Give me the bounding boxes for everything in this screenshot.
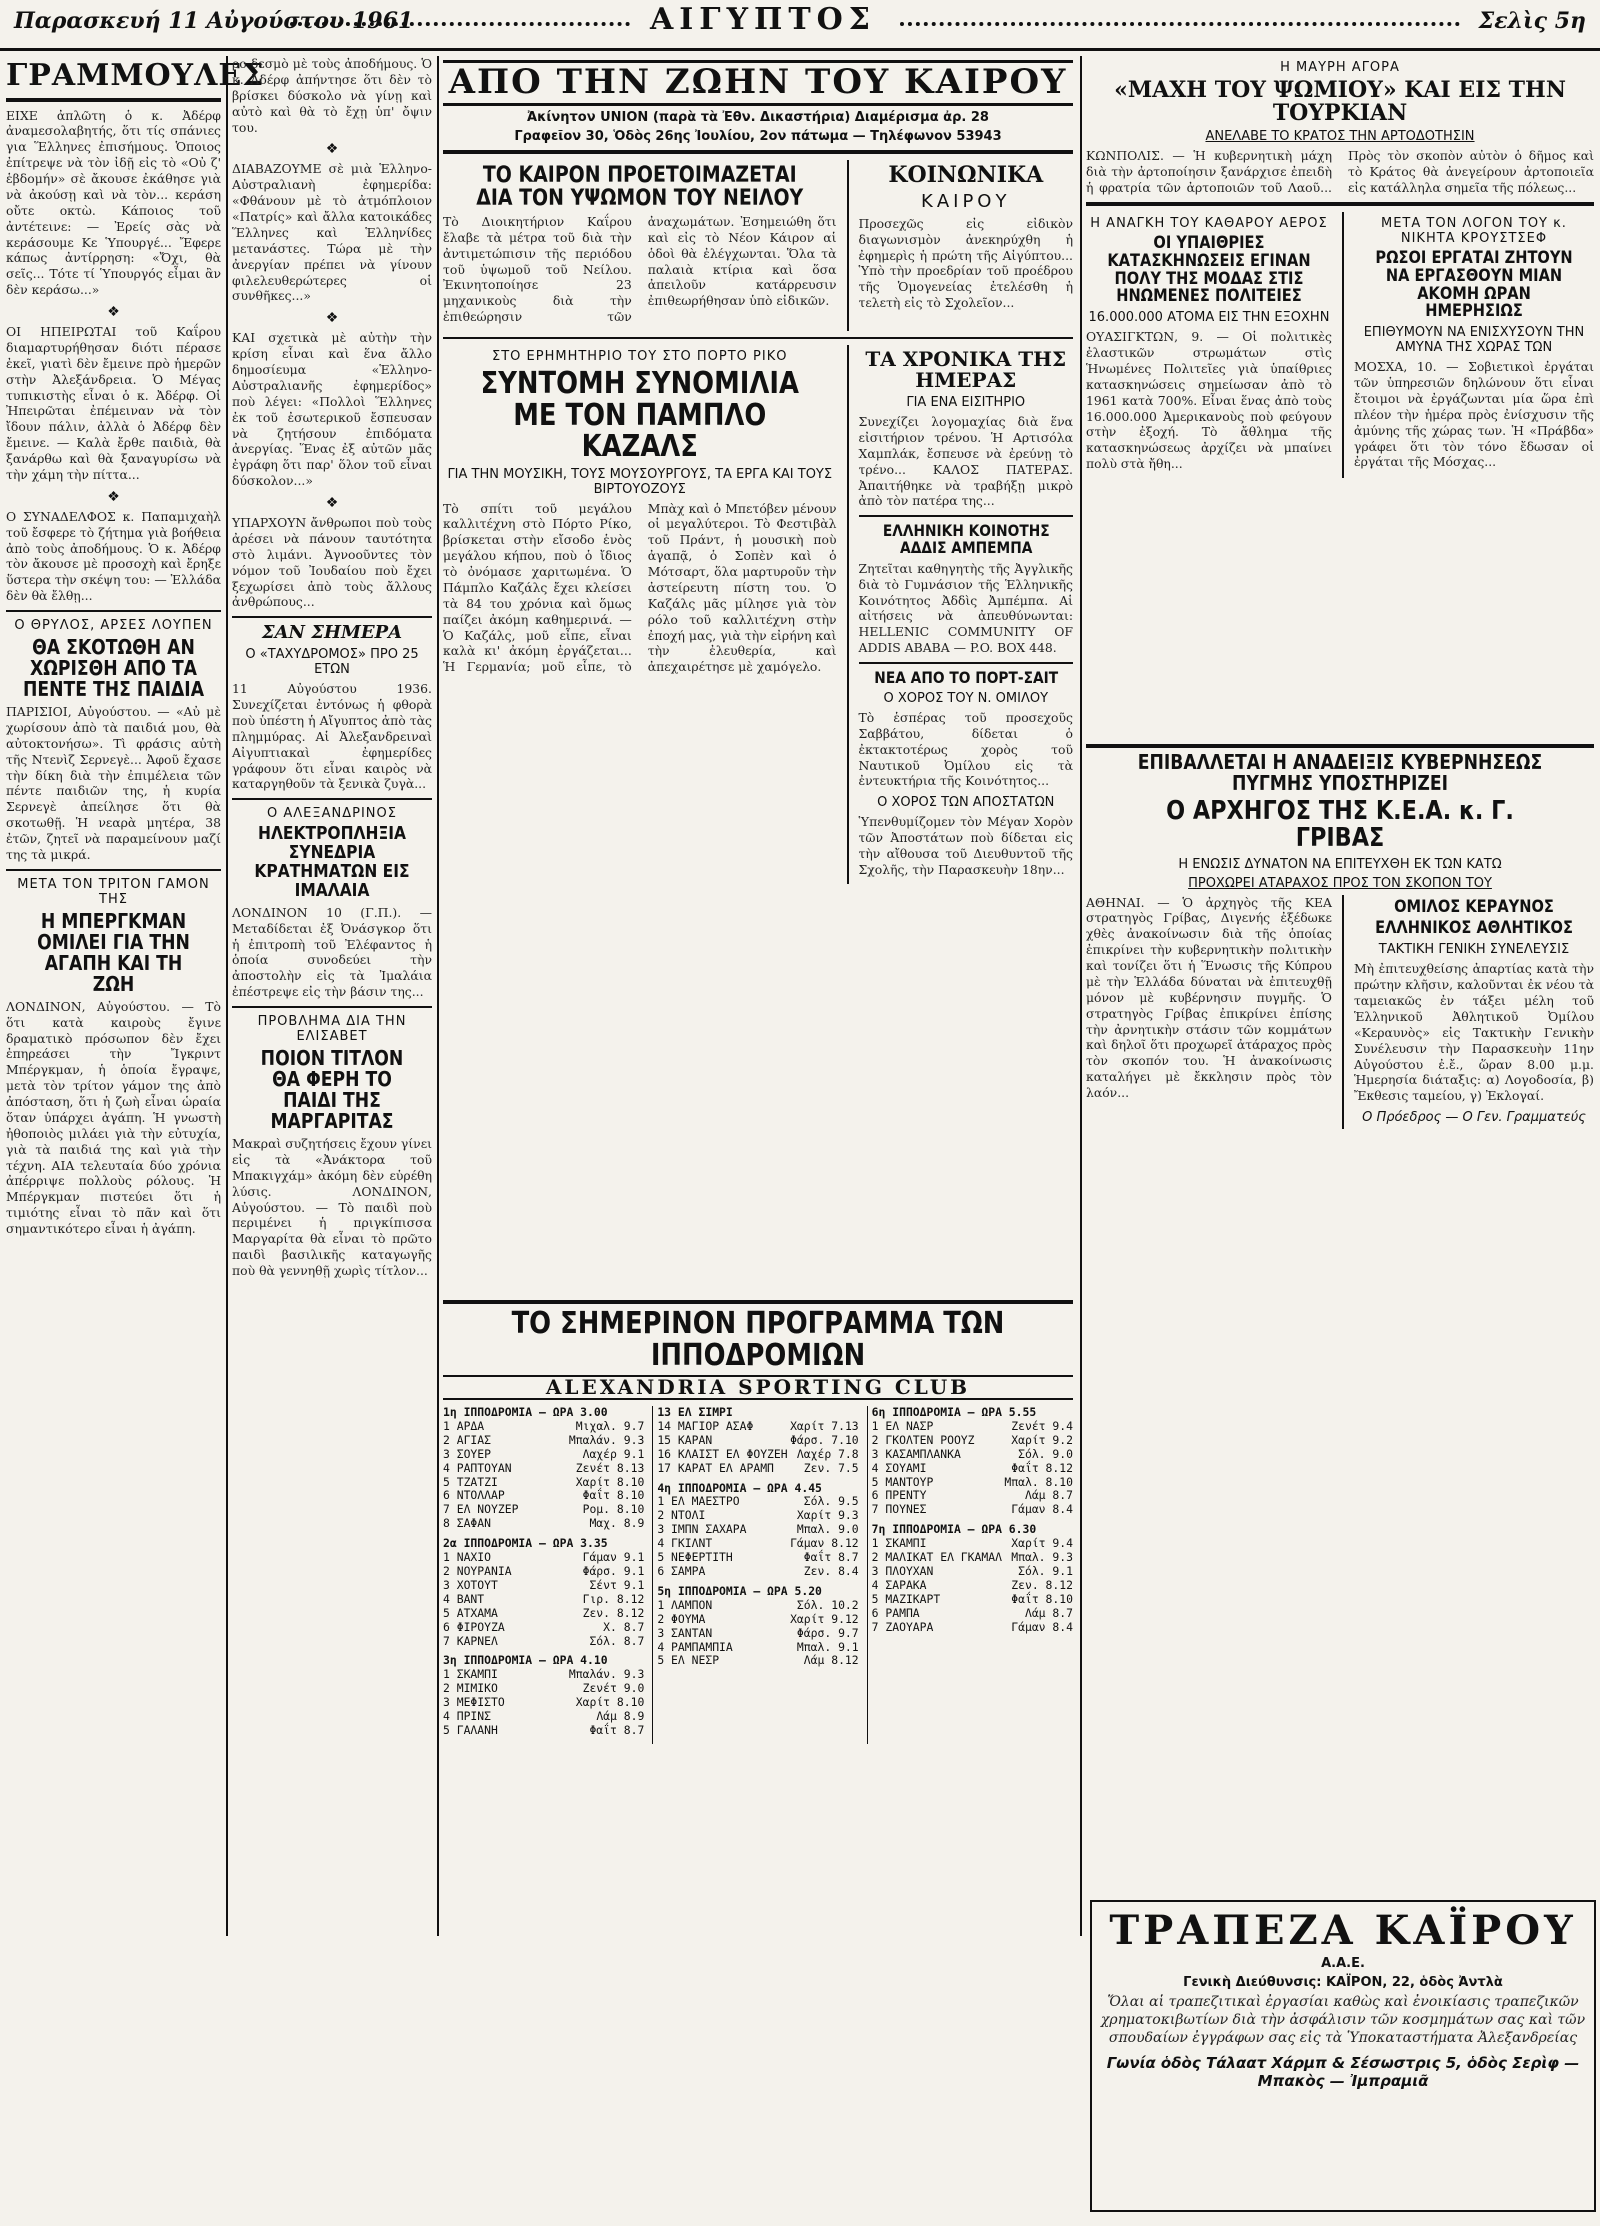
divider: [232, 616, 432, 618]
horse-name: 3 ΚΑΣΑΜΠΛΑΝΚΑ: [871, 1446, 961, 1461]
jockey-weight: Γάμαν 8.4: [1011, 1619, 1073, 1634]
article-subhead: ΕΠΙΘΥΜΟΥΝ ΝΑ ΕΝΙΣΧΥΣΟΥΝ ΤΗΝ ΑΜΥΝΑ ΤΗΣ ΧΩΡΑΣ ΤΩΝ: [1363, 325, 1585, 356]
race-entry: [872, 1448, 1073, 1462]
horse-name: 14 ΜΑΓΙΟΡ ΑΣΑΦ: [657, 1418, 754, 1433]
jockey-weight: Γάμαν 8.12: [790, 1536, 859, 1551]
jockey-weight: Ζενέτ 8.13: [575, 1460, 645, 1475]
race-entry: [872, 1434, 1073, 1448]
race-entry: [443, 1593, 644, 1607]
jockey-weight: Λαχέρ 7.8: [796, 1446, 859, 1461]
article-kicker: Ο ΘΡΥΛΟΣ, ΑΡΣΕΣ ΛΟΥΠΕΝ: [14, 618, 213, 633]
race-entry: [657, 1448, 858, 1462]
race-entry: [657, 1537, 858, 1551]
horse-name: 7 ΕΛ ΝΟΥΖΕΡ: [443, 1502, 519, 1517]
race-entry: [872, 1489, 1073, 1503]
column-4: [1086, 56, 1594, 736]
divider: [232, 798, 432, 800]
world-row: [1086, 212, 1594, 478]
horse-name: 6 ΝΤΟΛΛΑΡ: [443, 1488, 505, 1503]
race-entry: [872, 1503, 1073, 1517]
race-entry: [443, 1724, 644, 1738]
camping-article: [1086, 212, 1332, 478]
race-columns: [443, 1406, 1073, 1744]
horse-name: 1 ΕΛ ΝΑΣΡ: [871, 1418, 934, 1433]
cairo-section: [443, 56, 1073, 1291]
horse-name: 1 ΝΑΧΙΟ: [443, 1550, 492, 1565]
article-kicker: ΣΑΝ ΣΗΜΕΡΑ: [261, 622, 403, 644]
jockey-weight: Χαρίτ 9.4: [1011, 1536, 1073, 1551]
column-rule: [847, 345, 849, 884]
race-entry: [657, 1641, 858, 1655]
jockey-weight: Λάμ 8.7: [1024, 1488, 1073, 1503]
race-entry: [443, 1710, 644, 1724]
horse-name: 3 ΙΜΠΝ ΣΑΧΑΡΑ: [657, 1522, 747, 1537]
race-entry: [443, 1434, 644, 1448]
jockey-weight: Ζεν. 8.12: [1011, 1577, 1073, 1592]
horse-name: 5 ΓΑΛΑΝΗ: [443, 1722, 498, 1737]
page-number: Σελὶς 5η: [1478, 8, 1586, 34]
jockey-weight: Σόλ. 9.5: [803, 1494, 859, 1509]
article-body: ΛΟΝΔΙΝΟΝ 10 (Γ.Π.). — Μεταδίδεται ἐξ Ὀνάσγκορ ὅτι ἡ ἐπιτροπὴ τοῦ Ἐλέφαντος ἡ ὁποία συνοδεύει τὴν ἀποστολὴν εἰς τὰ Ἰμαλάια ἐπέστρεψε εἰς τὴν βάσιν της...: [232, 904, 432, 1000]
horse-name: 2 ΜΙΜΙΚΟ: [443, 1681, 498, 1696]
jockey-weight: Γιρ. 8.12: [582, 1591, 645, 1606]
article-body: 11 Αὐγούστου 1936. Συνεχίζεται ἐντόνως ἡ φθορὰ ποὺ ὑπέστη ἡ Αἴγυπτος ἀπὸ τὰς πλημμύρας. Αἱ Ἀλεξανδρειναὶ Αἰγυπτιακαὶ ἐφημερίδες γράφουν ὅτι εἶναι καιρὸς νὰ καταργηθοῦν τὰ ξενικὰ ζυγὰ...: [232, 681, 432, 792]
bank-type: Α.Α.Ε.: [1321, 1956, 1365, 1971]
column-rule: [437, 56, 439, 1936]
horse-name: 5 ΑΤΧΑΜΑ: [443, 1605, 498, 1620]
race-entry: [443, 1579, 644, 1593]
race-entry: [443, 1420, 644, 1434]
jockey-weight: Χαρίτ 8.10: [575, 1695, 645, 1710]
article-body: ΜΟΣΧΑ, 10. — Σοβιετικοὶ ἐργάται τῶν ὑπηρεσιῶν δηλώνουν ὅτι εἶναι ἔτοιμοι νὰ ἐργάζωνται μία ὥρα ἐπὶ πλέον τὴν ἡμέρα πρὸς ἐνίσχυσιν τῆς ἀμύνης τῆς χώρας των. Ἡ «Πράβδα» γράφει ὅτι τὸν τόνο ἔδωσαν οἱ ἐργάται τῆς Μόσχας...: [1353, 359, 1594, 470]
race-heading: 7η ΙΠΠΟΔΡΟΜΙΑ — ΩΡΑ 6.30: [871, 1522, 1037, 1537]
horse-name: 4 ΓΚΙΛΝΤ: [657, 1536, 713, 1551]
race-entry: [657, 1627, 858, 1641]
jockey-weight: Φαΐτ 8.7: [589, 1722, 645, 1737]
masthead-bar: [0, 0, 1600, 51]
horse-name: 1 ΑΡΔΑ: [443, 1418, 485, 1433]
article-headline: ΟΙ ΥΠΑΙΘΡΙΕΣ ΚΑΤΑΣΚΗΝΩΣΕΙΣ ΕΓΙΝΑΝ ΠΟΛΥ ΤΗΣ ΜΟΔΑΣ ΣΤΙΣ ΗΝΩΜΕΝΕΣ ΠΟΛΙΤΕΙΕΣ: [1107, 232, 1311, 307]
article-kicker: ΕΠΙΒΑΛΛΕΤΑΙ Η ΑΝΑΔΕΙΞΙΣ ΚΥΒΕΡΝΗΣΕΩΣ ΠΥΓΜΗΣ ΥΠΟΣΤΗΡΙΖΕΙ: [1137, 750, 1543, 795]
jockey-weight: Φαΐτ 8.10: [582, 1488, 645, 1503]
jockey-weight: Χ. 8.7: [603, 1619, 645, 1634]
article-headline: ΣΥΝΤΟΜΗ ΣΥΝΟΜΙΛΙΑ ΜΕ ΤΟΝ ΠΑΜΠΛΟ ΚΑΖΑΛΣ: [480, 366, 799, 464]
article-kicker: ΟΜΙΛΟΣ ΚΕΡΑΥΝΟΣ: [1394, 896, 1554, 917]
race-entry: [443, 1621, 644, 1635]
jockey-weight: Φάρσ. 7.10: [790, 1432, 859, 1447]
race-entry: [872, 1420, 1073, 1434]
horse-name: 1 ΕΛ ΜΑΕΣΤΡΟ: [657, 1494, 740, 1509]
article-subhead: ΓΙΑ ΤΗΝ ΜΟΥΣΙΚΗ, ΤΟΥΣ ΜΟΥΣΟΥΡΓΟΥΣ, ΤΑ ΕΡΓΑ ΚΑΙ ΤΟΥΣ ΒΙΡΤΟΥΟΖΟΥΣ: [447, 466, 833, 497]
race-entry: [872, 1476, 1073, 1490]
horse-name: 4 ΡΑΜΠΑΜΠΙΑ: [657, 1639, 733, 1654]
divider: [859, 662, 1073, 664]
article-body: ΛΟΝΔΙΝΟΝ, Αὐγούστου. — Τὸ ὅτι κατὰ καιροὺς ἔγινε δραματικὸ πρόσωπον δὲν ἔχει ἐπηρεάσει τὴν Ἴγκριντ Μπέργκμαν, ἡ ὁποία ἔγραψε, μετὰ τὸν τρίτον γάμον της ἀπὸ ἀπόσταση, ὅτι ἡ ζωὴ εἶναι ὡραία ὅταν ὑπάρχει ἀγάπη. Ἡ γνωστὴ ἠθοποιὸς μιλάει γιὰ τὴν εὐτυχία, γιὰ τὰ παιδιά της καὶ γιὰ τὴν τέχνη. ΑΙΑ τελευταία δύο χρόνια ἀπέρριψε πολλοὺς ρόλους. Ἡ Μπέργκμαν πιστεύει ὅτι ἡ τιμιότης εἶναι τὸ πᾶν καὶ ὅτι σημαντικότερο εἶναι ἡ ἀγάπη.: [6, 998, 221, 1236]
rule-dots-right: [900, 22, 1460, 32]
race-entry: [443, 1517, 644, 1531]
jockey-weight: Μπαλ. 9.0: [796, 1522, 859, 1537]
article-headline: ΡΩΣΟΙ ΕΡΓΑΤΑΙ ΖΗΤΟΥΝ ΝΑ ΕΡΓΑΣΘΟΥΝ ΜΙΑΝ ΑΚΟΜΗ ΩΡΑΝ ΗΜΕΡΗΣΙΩΣ: [1375, 247, 1573, 322]
race-entry: [443, 1489, 644, 1503]
jockey-weight: Σόλ. 10.2: [796, 1597, 859, 1612]
horse-name: 15 ΚΑΡΑΝ: [657, 1432, 713, 1447]
jockey-weight: Μπαλ. 9.3: [1011, 1550, 1073, 1565]
race-entry: [657, 1613, 858, 1627]
race-heading: 6η ΙΠΠΟΔΡΟΜΙΑ — ΩΡΑ 5.55: [871, 1405, 1037, 1419]
race-heading: 2α ΙΠΠΟΔΡΟΜΙΑ — ΩΡΑ 3.35: [443, 1536, 608, 1551]
races-section: [443, 1300, 1073, 2144]
article-body: ΚΩΝΠΟΛΙΣ. — Ἡ κυβερνητικὴ μάχη διὰ τὴν ἀρτοποίησιν ξανάρχισε ἐπειδὴ ἡ φρατρία τῶν ἀρτοποιῶν τοῦ Λαοῦ... Πρὸς τὸν σκοπὸν αὐτὸν ὁ δῆμος καὶ τὸ Κράτος θὰ ἀνεγείρουν ἀρτοποιεῖα εἰς κατάλληλα σημεῖα τῆς πόλεως...: [1086, 148, 1594, 195]
divider: [6, 610, 221, 612]
race-heading: 4η ΙΠΠΟΔΡΟΜΙΑ — ΩΡΑ 4.45: [657, 1480, 822, 1495]
horse-name: 7 ΚΑΡΝΕΛ: [443, 1633, 498, 1648]
jockey-weight: Φαΐτ 8.12: [1011, 1460, 1073, 1475]
article-body: ΠΑΡΙΣΙΟΙ, Αὐγούστου. — «Αὐ μὲ χωρίσουν ἀπὸ τὰ παιδιά μου, θὰ αὐτοκτονήσω». Τὶ φράσις αὐτὴ τῆς Ντενὶζ Σερνεγὲ... Ἀφοῦ ἔχασε τὴν δίκη διὰ τὴν ἐπιμέλεια τῶν πέντε παιδιῶν της, ἡ κυρία Σερνεγὲ ἀπείλησε ὅτι θὰ σκοτωθῇ. Ἡ νεαρὰ μητέρα, 38 ἐτῶν, ζητεῖ νὰ παραμείνουν μαζί της τὰ μικρά.: [6, 704, 221, 862]
jockey-weight: Μαχ. 8.9: [589, 1516, 645, 1531]
jockey-weight: Σόλ. 9.0: [1018, 1446, 1073, 1461]
jockey-weight: Χαρίτ 9.12: [790, 1611, 859, 1626]
article-headline: Ο ΑΡΧΗΓΟΣ ΤΗΣ Κ.Ε.Α. κ. Γ. ΓΡΙΒΑΣ: [1166, 796, 1514, 854]
jockey-weight: Σόλ. 8.7: [589, 1633, 645, 1648]
article-paragraph: ΥΠΑΡΧΟΥΝ ἄνθρωποι ποὺ τοὺς ἀρέσει νὰ πάνουν ταυτότητα στὸ λιμάνι. Ἀγνοοῦντες τὸν νόμον τοῦ Ἰουδαίου ποὺ ἔχει ξεχωρίσει ἀπὸ τοὺς ἄλλους ἀνθρώπους...: [232, 515, 432, 610]
cairo-top-row: [443, 160, 1073, 331]
article-paragraph: ΚΑΙ σχετικὰ μὲ αὐτὴν τὴν κρίση εἶναι καὶ ἕνα ἄλλο δημοσίευμα «Ἑλληνο-Αὐστραλιανῆς ἐφημερίδος» ποὺ λέγει: «Πολλοὶ Ἕλληνες ἐκ τοῦ ἐσωτερικοῦ ἔσπευσαν νὰ ζητήσουν ἐπιδόματα ἀνεργίας. Ἕνας ἐξ αὐτῶν μᾶς ἐγράφη ὅτι παρ' ὅλον τοῦ εἶναι δύσκολον...»: [232, 330, 432, 489]
jockey-weight: Ζενέτ 9.4: [1011, 1418, 1073, 1433]
jockey-weight: Χαρίτ 9.2: [1011, 1432, 1073, 1447]
column-rule: [847, 160, 849, 331]
race-column-1: [443, 1406, 644, 1744]
article-subhead: Ο ΧΟΡΟΣ ΤΟΥ Ν. ΟΜΙΛΟΥ: [883, 690, 1049, 706]
article-kicker: ΜΕΤΑ ΤΟΝ ΤΡΙΤΟΝ ΓΑΜΟΝ ΤΗΣ: [17, 876, 210, 907]
divider: [859, 515, 1073, 517]
divider: [6, 98, 221, 102]
horse-name: 6 ΦΙΡΟΥΖΑ: [443, 1619, 505, 1634]
bank-hq: Γενικὴ Διεύθυνσις: ΚΑΪΡΟΝ, 22, ὁδὸς Ἀντλὰ: [1183, 1975, 1503, 1990]
race-entry: [872, 1565, 1073, 1579]
race-entry: [443, 1696, 644, 1710]
bank-name: ΤΡΑΠΕΖΑ ΚΑΪΡΟΥ: [1109, 1907, 1577, 1954]
horse-name: 8 ΣΑΦΑΝ: [443, 1516, 492, 1531]
ornament-icon: ❖: [107, 304, 120, 320]
club-name: ALEXANDRIA SPORTING CLUB: [443, 1375, 1073, 1400]
chronicle-column: [859, 345, 1073, 884]
race-entry: [657, 1462, 858, 1476]
article-headline: ΕΛΛΗΝΙΚΗ ΚΟΙΝΟΤΗΣ ΑΔΔΙΣ ΑΜΠΕΜΠΑ: [882, 521, 1050, 558]
horse-name: 5 ΜΑΝΤΟΥΡ: [871, 1474, 934, 1489]
article-kicker: ΠΡΟΒΛΗΜΑ ΔΙΑ ΤΗΝ ΕΛΙΣΑΒΕΤ: [257, 1014, 407, 1045]
race-heading: 1η ΙΠΠΟΔΡΟΜΙΑ — ΩΡΑ 3.00: [443, 1405, 608, 1419]
horse-name: 3 ΠΛΟΥΧΑΝ: [871, 1563, 934, 1578]
article-subhead: ΠΡΟΧΩΡΕΙ ΑΤΑΡΑΧΟΣ ΠΡΟΣ ΤΟΝ ΣΚΟΠΟΝ ΤΟΥ: [1188, 875, 1492, 891]
horse-name: 2 ΝΤΟΛΙ: [657, 1508, 706, 1523]
article-headline: ΗΛΕΚΤΡΟΠΛΗΞΙΑ ΣΥΝΕΔΡΙΑ ΚΡΑΤΗΜΑΤΩΝ ΕΙΣ ΙΜΑΛΑΙΑ: [254, 823, 410, 901]
divider: [443, 150, 1073, 154]
article-body: Ὑπενθυμίζομεν τὸν Μέγαν Χορὸν τῶν Ἀποστάτων ποὺ δίδεται εἰς τὴν αἴθουσα τοῦ Διευθυντοῦ τῆς Σχολῆς, τὴν Παρασκευὴν 18ην...: [858, 814, 1073, 877]
article-paragraph: Ο ΣΥΝΑΔΕΛΦΟΣ κ. Παπαμιχαὴλ τοῦ ἔσφερε τὸ ζήτημα γιὰ βοήθεια ἀπὸ τοὺς ἀποδήμους. Ὁ κ. Ἀδέρφ τὸν ἄκουσε μὲ προσοχὴ καὶ ἔρηξε ὕστερα τὴν σκέψη του: — Ἑλλάδα δὲν θὰ ἔλθῃ...: [6, 508, 221, 604]
jockey-weight: Λάμ 8.7: [1024, 1605, 1073, 1620]
horse-name: 4 ΠΡΙΝΣ: [443, 1709, 492, 1724]
race-heading: 13 ΕΛ ΣΙΜΡΙ: [657, 1405, 733, 1419]
article-paragraph: ΕΙΧΕ ἀπλῶτη ὁ κ. Ἀδέρφ ἀναμεσολαβητής, ὅτι τίς σπάνιες για Ἕλληνες ἐπισήμους. Ὁποιος ἐπίτρεψε νὰ τὸν ἰδῇ εἰς τὸ «Οὐ ζ' ἑβδομήν» σὲ ἄκουσε ἐκάθησε γιὰ νὰ ἀκούσῃ καὶ νὰ τὸν... κεράση οὔτε οκτὼ. Κάποιος τοῦ ἀντέτεινε: — Ἐρείς σὰς νὰ κεράσουμε Κε Ὑπουργέ... Ἔφερε κάπως ἀντίρρηση: «Ὄχι, θὰ σεῖς... Τότε τί Ὑπουργός εἶμαι ἂν δὲν κεράσω...»: [6, 107, 221, 298]
jockey-weight: Χαρίτ 7.13: [790, 1418, 859, 1433]
jockey-weight: Χαρίτ 9.3: [796, 1508, 859, 1523]
race-column-2: [652, 1406, 858, 1744]
race-entry: [657, 1654, 858, 1668]
race-column-3: [867, 1406, 1073, 1744]
jockey-weight: Λάμ 8.12: [803, 1653, 859, 1668]
jockey-weight: Μιχαλ. 9.7: [575, 1418, 645, 1433]
column-rule: [1342, 212, 1344, 478]
jockey-weight: Γάμαν 9.1: [582, 1550, 645, 1565]
bank-branches: Γωνία ὁδὸς Τάλαατ Χάρμπ & Σέσωστρις 5, ὁδὸς Σερὶφ — Μπακὸς — Ἰμπραμιᾶ: [1106, 2053, 1580, 2090]
horse-name: 3 ΜΕΦΙΣΤΟ: [443, 1695, 505, 1710]
keraunos-notice: [1354, 895, 1594, 1130]
horse-name: 5 ΤΖΑΤΖΙ: [443, 1474, 498, 1489]
horse-name: 16 ΚΛΑΙΣΤ ΕΛ ΦΟΥΖΕΗ: [657, 1446, 788, 1461]
spacer: [443, 1738, 644, 1744]
article-kicker: ΜΕΤΑ ΤΟΝ ΛΟΓΟΝ ΤΟΥ κ. ΝΙΚΗΤΑ ΚΡΟΥΣΤΣΕΦ: [1381, 215, 1567, 246]
race-entry: [657, 1495, 858, 1509]
article-headline: ΕΛΛΗΝΙΚΟΣ ΑΘΛΗΤΙΚΟΣ: [1375, 918, 1573, 939]
jockey-weight: Γάμαν 8.4: [1011, 1502, 1073, 1517]
article-kicker: Ο ΑΛΕΞΑΝΔΡΙΝΟΣ: [267, 806, 397, 822]
race-entry: [443, 1635, 644, 1649]
horse-name: 1 ΣΚΑΜΠΙ: [443, 1667, 498, 1682]
race-entry: [443, 1668, 644, 1682]
horse-name: 4 ΣΑΡΑΚΑ: [871, 1577, 927, 1592]
casals-article: [443, 345, 837, 884]
horse-name: 4 ΡΑΠΤΟΥΑΝ: [443, 1460, 512, 1475]
race-entry: [872, 1621, 1073, 1635]
jockey-weight: Ζεν. 8.12: [582, 1605, 645, 1620]
newspaper-name: ΑΙΓΥΠΤΟΣ: [650, 2, 877, 37]
article-headline: Η ΜΠΕΡΓΚΜΑΝ ΟΜΙΛΕΙ ΓΙΑ ΤΗΝ ΑΓΑΠΗ ΚΑΙ ΤΗ ΖΩΗ: [37, 908, 190, 996]
ornament-icon: ❖: [325, 310, 339, 327]
rule-dots-left: [290, 22, 630, 32]
race-entry: [443, 1448, 644, 1462]
horse-name: 17 ΚΑΡΑΤ ΕΛ ΑΡΑΜΠ: [657, 1460, 774, 1475]
office-address: Ἀκίνητον UNION (παρὰ τὰ Ἐθν. Δικαστήρια) Διαμέρισμα ἀρ. 28: [527, 109, 989, 125]
race-entry: [657, 1565, 858, 1579]
horse-name: 5 ΝΕΦΕΡΤΙΤΗ: [657, 1550, 733, 1565]
column-rule: [1342, 895, 1344, 1130]
horse-name: 3 ΧΟΤΟΥΤ: [443, 1577, 498, 1592]
issue-date: Παρασκευή 11 Αὐγούστου 1961: [14, 8, 414, 34]
jockey-weight: Μπαλάν. 9.3: [568, 1667, 645, 1682]
article-paragraph: ΟΙ ΗΠΕΙΡΩΤΑΙ τοῦ Καΐρου διαμαρτυρήθησαν διότι πέρασε ἐκεῖ, γιατὶ δὲν ἔμεινε πρὸ ἡμερῶν στὴν Ἀλεξάνδρεια. Ὁ Μέγας τυπικιστὴς εἶναι ὁ κ. Ἀδέρφ. Οἱ Ἠπειρῶται ἐπέμειναν νὰ τὸν ἴδουν πάλιν, ἀλλὰ ὁ Ἀδέρφ δὲν ἔμεινε. — Καλὰ ἔρθε παιδιὰ, θὰ ξανάρθω καὶ θὰ ξαναγυρίσω νὰ τὴν χάμη τὴν πίττα...: [6, 324, 221, 482]
grivas-row: [1086, 895, 1594, 1130]
article-body: Συνεχίζει λογομαχίας διὰ ἕνα εἰσιτήριον τρένου. Ἡ Αρτισόλα Χαμπλάκ, ἔσπευσε νὰ ἐρεύνῃ τὸ τρένο... ΚΑΛΟΣ ΠΑΤΕΡΑΣ. Ἀπαιτήθηκε νὰ τραβήξῃ μικρὸ ἀπὸ τὸν πατέρα της...: [858, 414, 1073, 509]
article-kicker: Η ΜΑΥΡΗ ΑΓΟΡΑ: [1280, 60, 1400, 75]
horse-name: 2 ΝΟΥΡΑΝΙΑ: [443, 1563, 512, 1578]
jockey-weight: Λάμ 8.9: [596, 1709, 645, 1724]
article-subhead: ΑΝΕΛΑΒΕ ΤΟ ΚΡΑΤΟΣ ΤΗΝ ΑΡΤΟΔΟΤΗΣΙΝ: [1205, 129, 1475, 145]
article-headline: ΤΑ ΧΡΟΝΙΚΑ ΤΗΣ ΗΜΕΡΑΣ: [865, 347, 1067, 392]
article-body: Τὸ σπίτι τοῦ μεγάλου καλλιτέχνη στὸ Πόρτο Ρίκο, βρίσκεται στὴν εἴσοδο ἑνὸς μεγάλου κήπου, ποὺ ὁ ἴδιος τὸ ὀνόμασε χαριτωμένα. Ὁ Πάμπλο Καζάλς ἔχει κλείσει τὰ 84 του χρόνια καὶ ὅμως παίζει ἀκόμη καθημερινά. — Ὁ Καζάλς, μοῦ εἶπε, εἶναι καλὰ κι' ἀκόμη ἐργάζεται... Ἡ Γερμανία; μοῦ εἶπε, τὸ Μπὰχ καὶ ὁ Μπετόβεν μένουν οἱ μεγαλύτεροι. Τὸ Φεστιβὰλ τοῦ Πράντ, ἡ μουσικὴ ποὺ ἀγαπᾷ, ὁ Σοπὲν καὶ ὁ Μότσαρτ, ὅλα μαρτυροῦν τὴν ἀστείρευτη πίστη του. Ὁ Καζάλς μᾶς μίλησε γιὰ τὸν ρόλο τοῦ καλλιτέχνη στὴν ἐποχή μας, γιὰ τὴν εἰρήνη καὶ τὴν ἐλευθερία, καὶ ἀπεχαιρέτησε μὲ χαμόγελο.: [443, 500, 837, 675]
race-entry: [443, 1607, 644, 1621]
divider: [443, 337, 1073, 339]
article-headline: ΝΕΑ ΑΠΟ ΤΟ ΠΟΡΤ-ΣΑΙΤ: [873, 668, 1058, 688]
jockey-weight: Φαΐτ 8.7: [803, 1550, 859, 1565]
race-heading: 5η ΙΠΠΟΔΡΟΜΙΑ — ΩΡΑ 5.20: [657, 1583, 822, 1598]
horse-name: 5 ΜΑΖΙΚΑΡΤ: [871, 1591, 941, 1606]
race-entry: [657, 1551, 858, 1565]
article-headline: ΘΑ ΣΚΟΤΩΘΗ ΑΝ ΧΩΡΙΣΘΗ ΑΠΟ ΤΑ ΠΕΝΤΕ ΤΗΣ ΠΑΙΔΙΑ: [22, 635, 205, 701]
jockey-weight: Μπαλ. 8.10: [1004, 1474, 1073, 1489]
divider: [6, 869, 221, 871]
jockey-weight: Σόλ. 9.1: [1018, 1563, 1073, 1578]
jockey-weight: Φάρσ. 9.7: [796, 1625, 859, 1640]
cairo-bottom-row: [443, 345, 1073, 884]
race-entry: [872, 1593, 1073, 1607]
article-subhead: ΓΙΑ ΕΝΑ ΕΙΣΙΤΗΡΙΟ: [906, 395, 1026, 410]
jockey-weight: Χαρίτ 8.10: [575, 1474, 645, 1489]
bank-advert: [1090, 1900, 1596, 2212]
spacer: [872, 1635, 1073, 1641]
divider: [232, 1006, 432, 1008]
race-entry: [872, 1462, 1073, 1476]
horse-name: 7 ΠΟΥΝΕΣ: [871, 1502, 927, 1517]
ornament-icon: ❖: [325, 141, 339, 158]
article-kicker: Η ΑΝΑΓΚΗ ΤΟΥ ΚΑΘΑΡΟΥ ΑΕΡΟΣ: [1090, 215, 1328, 231]
jockey-weight: Σέντ 9.1: [589, 1577, 645, 1592]
race-entry: [443, 1565, 644, 1579]
race-entry: [657, 1509, 858, 1523]
race-entry: [443, 1682, 644, 1696]
koinonika-subtitle: ΚΑΙΡΟΥ: [921, 190, 1011, 212]
article-body: Τὸ Διοικητήριον Καΐρου ἔλαβε τὰ μέτρα τοῦ διὰ τὴν ἀντιμετώπισιν τῆς περιόδου τοῦ ὑψωμοῦ τοῦ Νείλου. Ἐκινητοποίησε 23 μηχανικοὺς διὰ τὴν ἐπιθεώρησιν τῶν ἀναχωμάτων. Ἐσημειώθη ὅτι καὶ εἰς τὸ Νέον Κάιρον αἱ ὁδοὶ θὰ ἐλέγχωνται. Ὅλα τὰ παλαιὰ κτίρια καὶ ὅσα ἀπειλοῦν κατάρρευσιν ἐπιθεωρήθησαν ὑπὸ εἰδικῶν.: [443, 213, 837, 325]
horse-name: 3 ΣΑΝΤΑΝ: [657, 1625, 713, 1640]
article-body: Ζητεῖται καθηγητὴς τῆς Ἀγγλικῆς διὰ τὸ Γυμνάσιον τῆς Ἑλληνικῆς Κοινότητος Ἀδδὶς Ἀμπέμπα. Αἱ αἰτήσεις νὰ ἀπευθύνωνται: HELLENIC COMMUNITY OF ADDIS ABABA — P.O. BOX 448.: [858, 560, 1073, 656]
article-body: Τὸ ἑσπέρας τοῦ προσεχοῦς Σαββάτου, δίδεται ὁ ἐκτακτοτέρως χορὸς τοῦ Ναυτικοῦ Ὀμίλου εἰς τὰ ἐντευκτήρια τῆς Κοινότητος...: [858, 709, 1073, 789]
jockey-weight: Φάρσ. 9.1: [582, 1563, 645, 1578]
article-subhead: Ο «ΤΑΧΥΔΡΟΜΟΣ» ΠΡΟ 25 ΕΤΩΝ: [245, 647, 419, 678]
horse-name: 1 ΛΑΜΠΟΝ: [657, 1597, 713, 1612]
nile-article: [443, 160, 837, 331]
horse-name: 5 ΕΛ ΝΕΣΡ: [657, 1653, 720, 1668]
article-subhead: 16.000.000 ΑΤΟΜΑ ΕΙΣ ΤΗΝ ΕΞΟΧΗΝ: [1088, 310, 1330, 326]
jockey-weight: Φαΐτ 8.10: [1011, 1591, 1073, 1606]
article-body: ΟΥΑΣΙΓΚΤΩΝ, 9. — Οἱ πολιτικὲς ἐλαστικῶν στρωμάτων στὶς Ἡνωμένες Πολιτεῖες γιὰ ὑπαίθριες κατασκηνώσεις σημείωσαν ἀπὸ τὸ 1961 κατὰ 700%. Εἶναι ἕνας ἀπὸ τοὺς 16.000.000 Ἀμερικανοὺς ποὺ φεύγουν στὴν ἐξοχή. Τὸ ἄθλημα τῆς κατασκηνώσεως ἀρχίζει νὰ μπαίνει πολὺ στὰ ἤθη...: [1086, 329, 1332, 472]
race-entry: [657, 1523, 858, 1537]
horse-name: 6 ΡΑΜΠΑ: [871, 1605, 920, 1620]
horse-name: 6 ΠΡΕΝΤΥ: [871, 1488, 927, 1503]
bank-services: Ὅλαι αἱ τραπεζιτικαὶ ἐργασίαι καθὼς καὶ ἐνοικίασις τραπεζικῶν χρηματοκιβωτίων διὰ τὴν ἀσφάλισιν τῶν κοσμημάτων σας καὶ τῶν σπουδαίων ἐγγράφων σας εἰς τὰ Ὑποκαταστήματα Ἀλεξανδρείας: [1100, 1994, 1586, 2046]
column-rule: [1080, 56, 1082, 1936]
race-entry: [657, 1599, 858, 1613]
article-headline: ΤΟ ΚΑΙΡΟΝ ΠΡΟΕΤΟΙΜΑΖΕΤΑΙ ΔΙΑ ΤΟΝ ΥΨΩΜΟΝ ΤΟΥ ΝΕΙΛΟΥ: [476, 162, 804, 211]
race-entry: [443, 1551, 644, 1565]
article-kicker: ΣΤΟ ΕΡΗΜΗΤΗΡΙΟ ΤΟΥ ΣΤΟ ΠΟΡΤΟ ΡΙΚΟ: [492, 349, 788, 364]
horse-name: 4 ΒΑΝΤ: [443, 1591, 485, 1606]
cairo-section-title: ΑΠΟ ΤΗΝ ΖΩΗΝ ΤΟΥ ΚΑΙΡΟΥ: [443, 60, 1073, 106]
article-body: Μὴ ἐπιτευχθείσης ἀπαρτίας κατὰ τὴν πρώτην κλῆσιν, καλοῦνται ἐκ νέου τὰ ταμειακῶς ἐν τάξει μέλη τοῦ Ἑλληνικοῦ Ἀθλητικοῦ Ὀμίλου «Κεραυνὸς» εἰς Τακτικὴν Γενικὴν Συνέλευσιν τὴν Παρασκευὴν 11ην Αὐγούστου ἐ.ἔ., ὥραν 8.00 μ.μ. Ἡμερησία διάταξις: α) Λογοδοσία, β) Ἔκθεσις ταμείου, γ) Ἐκλογαί.: [1353, 961, 1594, 1104]
article-subhead: Η ΕΝΩΣΙΣ ΔΥΝΑΤΟΝ ΝΑ ΕΠΙΤΕΥΧΘΗ ΕΚ ΤΩΝ ΚΑΤΩ: [1178, 856, 1502, 872]
horse-name: 6 ΣΑΜΡΑ: [657, 1563, 706, 1578]
race-entry: [872, 1551, 1073, 1565]
race-entry: [443, 1462, 644, 1476]
horse-name: 7 ΖΑΟΥΑΡΑ: [871, 1619, 934, 1634]
horse-name: 2 ΦΟΥΜΑ: [657, 1611, 706, 1626]
article-body: Προσεχῶς εἰς εἰδικὸν διαγωνισμὸν ἀνεκηρύχθη ἡ ἐφημερὶς ἡ πρώτη τῆς Αἰγύπτου... Ὑπὸ τὴν προεδρίαν τοῦ προέδρου τῆς Ὁμογενείας ἐτελέσθη ἡ τελετὴ εἰς τὸ Σχολεῖον...: [858, 215, 1073, 311]
office-phone: Γραφεῖον 30, Ὁδὸς 26ης Ἰουλίου, 2ον πάτωμα — Τηλέφωνον 53943: [514, 128, 1002, 144]
horse-name: 4 ΣΟΥΑΜΙ: [871, 1460, 927, 1475]
jockey-weight: Μπαλάν. 9.3: [568, 1432, 645, 1447]
race-heading: 3η ΙΠΠΟΔΡΟΜΙΑ — ΩΡΑ 4.10: [443, 1653, 608, 1668]
column-1: [6, 56, 265, 1936]
ornament-icon: ❖: [107, 488, 120, 505]
grivas-section: [1086, 744, 1594, 1558]
article-subhead: Ο ΧΟΡΟΣ ΤΩΝ ΑΠΟΣΤΑΤΩΝ: [877, 795, 1055, 811]
soviet-article: [1354, 212, 1594, 478]
column-rule: [226, 56, 228, 1936]
jockey-weight: Λαχέρ 9.1: [582, 1446, 645, 1461]
race-entry: [872, 1537, 1073, 1551]
column-2: [232, 56, 432, 1936]
grammoules-title: ΓΡΑΜΜΟΥΛΕΣ: [6, 58, 265, 93]
ornament-icon: ❖: [325, 495, 339, 511]
article-body: ΑΘΗΝΑΙ. — Ὁ ἀρχηγὸς τῆς ΚΕΑ στρατηγὸς Γρίβας, Διγενής ἐξέδωκε χθὲς ἀνακοίνωσιν διὰ τῆς ὁποίας ἐπικρίνει τὴν κυβερνητικὴν πολιτικὴν καὶ τονίζει ὅτι ἡ Ἕνωσις τῆς Κύπρου μὲ τὴν Ἑλλάδα δύναται νὰ ἐπιτευχθῇ μόνον μὲ κυβέρνησιν πυγμῆς. Ὁ στρατηγὸς Γρίβας ἐπικρίνει ἐπίσης τὴν ἀρνητικὴν στάσιν τῶν κομμάτων καὶ δηλοῖ ὅτι προχωρεῖ ἀτάραχος πρὸς τὸν σκοπόν του. Ἡ ἀνακοίνωσις καταλήγει μὲ ἔκκλησιν πρὸς τὸν λαόν...: [1086, 894, 1332, 1101]
koinonika-title: ΚΟΙΝΩΝΙΚΑ: [888, 161, 1044, 188]
race-entry: [443, 1503, 644, 1517]
article-body: Μακραὶ συζητήσεις ἔχουν γίνει εἰς τὰ «Ἀνάκτορα τοῦ Μπακιγχάμ» ἀκόμη δὲν εὑρέθη λύσις. ΛΟΝΔΙΝΟΝ, Αὐγούστου. — Τὸ παιδὶ ποὺ περιμένει ἡ πριγκίπισσα Μαργαρίτα θὰ εἶναι τὸ πρῶτο παιδὶ βασιλικῆς καταγωγῆς ποὺ θὰ γεννηθῇ χωρὶς τίτλον...: [232, 1136, 432, 1279]
jockey-weight: Μπαλ. 9.1: [796, 1639, 859, 1654]
jockey-weight: Ζενέτ 9.0: [582, 1681, 645, 1696]
spacer: [657, 1668, 858, 1674]
signature: Ο Πρόεδρος — Ο Γεν. Γραμματεύς: [1362, 1110, 1586, 1126]
horse-name: 2 ΑΓΙΑΣ: [443, 1432, 492, 1447]
race-entry: [657, 1434, 858, 1448]
article-subhead: ΤΑΚΤΙΚΗ ΓΕΝΙΚΗ ΣΥΝΕΛΕΥΣΙΣ: [1378, 942, 1570, 958]
horse-name: 3 ΣΟΥΕΡ: [443, 1446, 492, 1461]
horse-name: 1 ΣΚΑΜΠΙ: [871, 1536, 927, 1551]
article-paragraph: ρο δεσμὸ μὲ τοὺς ἀποδήμους. Ὁ κ. Ἀδέρφ ἀπήντησε ὅτι δὲν τὸ βρίσκει δύσκολο νὰ γίνῃ καὶ αὐτὸ καὶ θὰ τὸ ἔχῃ ὑπ' ὄψιν του.: [232, 56, 432, 135]
social-column: [859, 160, 1073, 331]
divider: [1086, 202, 1594, 206]
jockey-weight: Ζεν. 7.5: [803, 1460, 859, 1475]
article-headline: ΠΟΙΟΝ ΤΙΤΛΟΝ ΘΑ ΦΕΡΗ ΤΟ ΠΑΙΔΙ ΤΗΣ ΜΑΡΓΑΡΙΤΑΣ: [260, 1046, 404, 1134]
race-entry: [872, 1579, 1073, 1593]
article-headline: «ΜΑΧΗ ΤΟΥ ΨΩΜΙΟΥ» ΚΑΙ ΕΙΣ ΤΗΝ ΤΟΥΡΚΙΑΝ: [1114, 77, 1566, 127]
jockey-weight: Ζεν. 8.4: [803, 1563, 859, 1578]
article-paragraph: ΔΙΑΒΑΖΟΥΜΕ σὲ μιὰ Ἑλληνο-Αὐστραλιανὴ ἐφημερίδα: «Φθάνουν μὲ τὸ ἀτμόπλοιον «Πατρίς» καὶ ἄλλα κατοικάδες Ἕλληνες καὶ Ἑλληνίδες μετανάστες. Τώρα μὲ τὴν ἀνεργίαν πρέπει νὰ γίνουν φιλελευθερώτερες οἱ συνθῆκες...»: [232, 161, 432, 304]
races-headline: ΤΟ ΣΗΜΕΡΙΝΟΝ ΠΡΟΓΡΑΜΜΑ ΤΩΝ ΙΠΠΟΔΡΟΜΙΩΝ: [511, 1306, 1005, 1373]
horse-name: 2 ΓΚΟΛΤΕΝ ΡΟΟΥΖ: [871, 1432, 975, 1447]
jockey-weight: Ρομ. 8.10: [582, 1502, 645, 1517]
horse-name: 2 ΜΑΛΙΚΑΤ ΕΛ ΓΚΑΜΑΛ: [871, 1550, 1002, 1565]
race-entry: [657, 1420, 858, 1434]
race-entry: [872, 1607, 1073, 1621]
